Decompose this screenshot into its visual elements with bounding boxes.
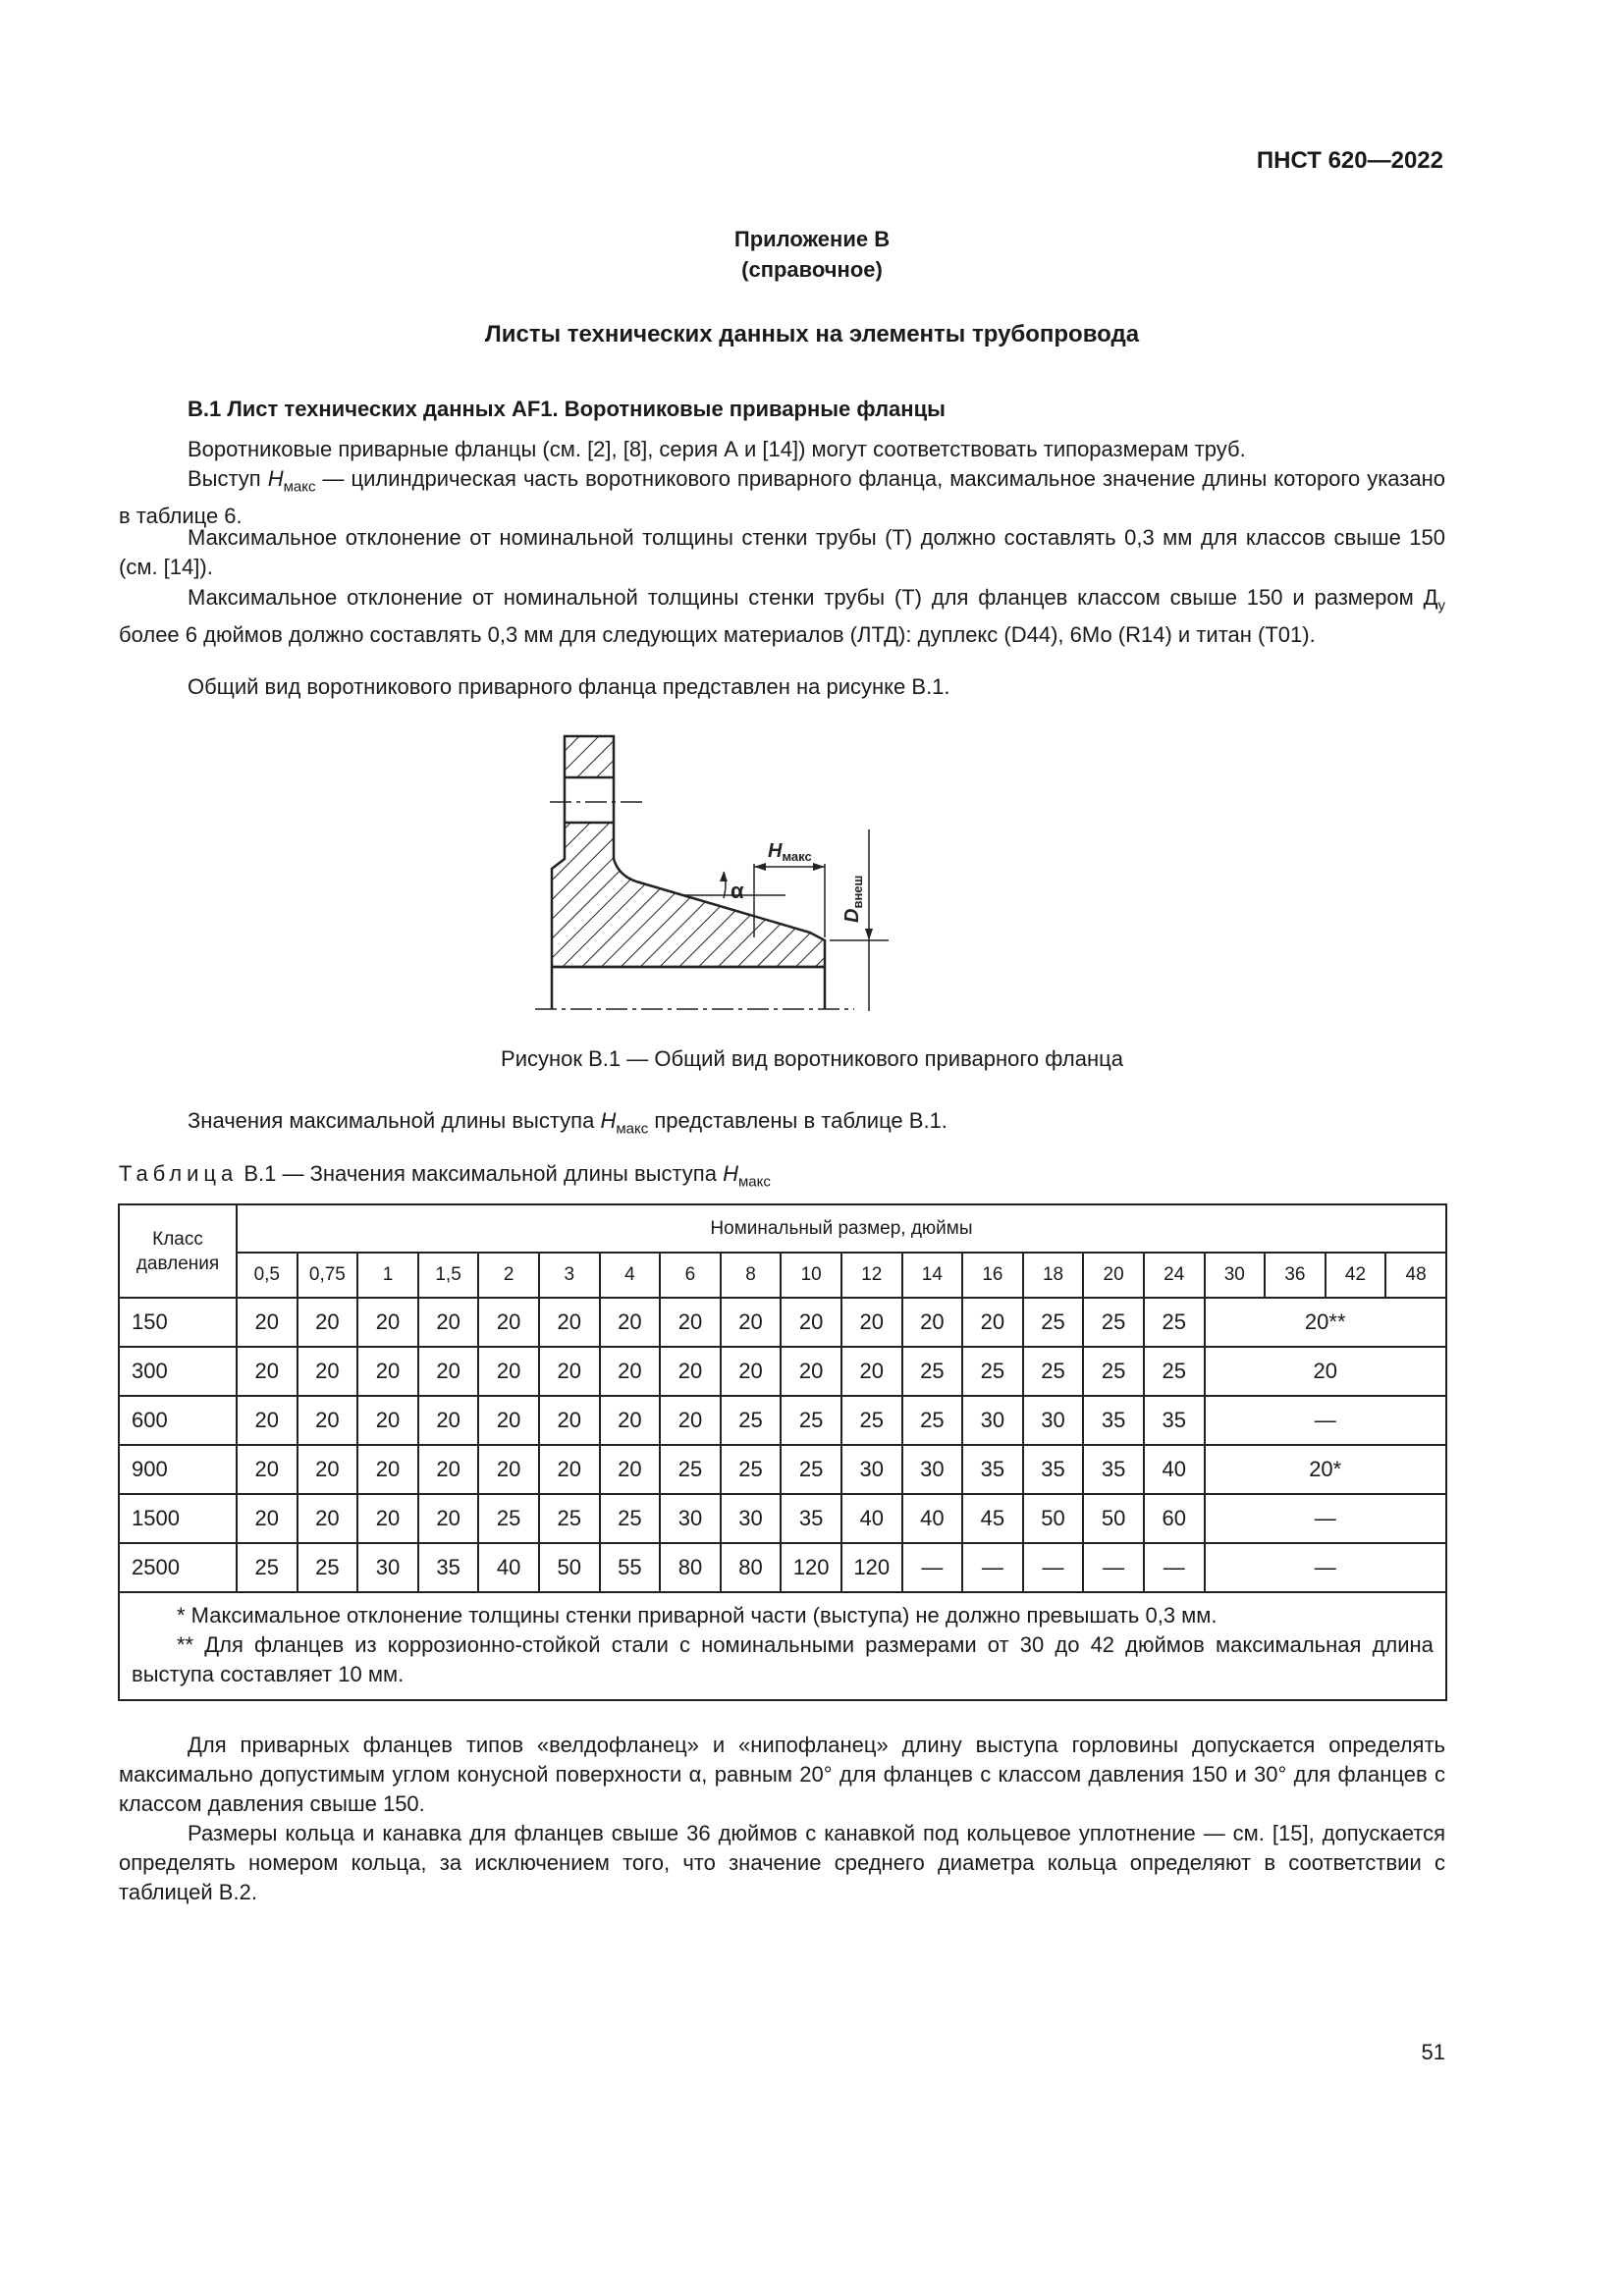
value-cell: 20: [237, 1396, 298, 1445]
size-header-cell: 16: [962, 1253, 1023, 1298]
pressure-class-cell: 1500: [119, 1494, 237, 1543]
value-cell: 20: [418, 1298, 479, 1347]
h-max-label: $H_{макс}$: [768, 840, 812, 864]
value-cell: 35: [418, 1543, 479, 1592]
d-ext-label: $D_{внеш}$: [841, 875, 865, 923]
appendix-title: Приложение В: [733, 227, 891, 251]
size-header-cell: 6: [660, 1253, 721, 1298]
value-cell: 50: [1023, 1494, 1084, 1543]
value-cell: —: [962, 1543, 1023, 1592]
value-cell: —: [902, 1543, 963, 1592]
figure-caption: Рисунок В.1 — Общий вид воротникового приварного фланца: [501, 1046, 1123, 1071]
value-cell: 35: [1023, 1445, 1084, 1494]
paragraph-4: Максимальное отклонение от номинальной толщины стенки трубы (Т) для фланцев классом свыше 150 и размером $Д_у$ более 6 дюймов должно составлять 0,3 мм для следующих материалов (ЛТД): дуплекс (D44), 6Мо (R14) и титан (Т01).: [119, 585, 1445, 648]
value-cell: 25: [1023, 1298, 1084, 1347]
pressure-class-cell: 900: [119, 1445, 237, 1494]
value-cell: —: [1144, 1543, 1205, 1592]
size-header-cell: 12: [841, 1253, 902, 1298]
flange-drawing: [530, 726, 992, 1021]
size-header-cell: 1: [357, 1253, 418, 1298]
value-cell: 40: [1144, 1445, 1205, 1494]
max-length-table: [118, 1203, 1447, 1701]
value-cell: 20: [660, 1396, 721, 1445]
merged-value-cell: —: [1205, 1543, 1446, 1592]
value-cell: 25: [660, 1445, 721, 1494]
size-header-cell: 0,75: [298, 1253, 358, 1298]
value-cell: 25: [962, 1347, 1023, 1396]
alpha-label: α: [731, 879, 744, 903]
value-cell: 20: [841, 1347, 902, 1396]
value-cell: 20: [478, 1298, 539, 1347]
value-cell: 20: [600, 1445, 661, 1494]
value-cell: 25: [721, 1445, 782, 1494]
flange-top-section: [565, 736, 614, 777]
size-header-cell: 24: [1144, 1253, 1205, 1298]
value-cell: 25: [478, 1494, 539, 1543]
value-cell: 35: [1144, 1396, 1205, 1445]
value-cell: 20: [478, 1347, 539, 1396]
value-cell: 30: [841, 1445, 902, 1494]
size-header-cell: 4: [600, 1253, 661, 1298]
nominal-size-header: Номинальный размер, дюймы: [237, 1204, 1446, 1253]
value-cell: 20: [660, 1298, 721, 1347]
value-cell: 20: [418, 1396, 479, 1445]
merged-value-cell: —: [1205, 1396, 1446, 1445]
value-cell: 20: [298, 1347, 358, 1396]
page-number: 51: [1421, 2040, 1445, 2064]
value-cell: 120: [841, 1543, 902, 1592]
value-cell: 80: [721, 1543, 782, 1592]
value-cell: 45: [962, 1494, 1023, 1543]
value-cell: 20: [357, 1347, 418, 1396]
value-cell: 30: [660, 1494, 721, 1543]
value-cell: 25: [298, 1543, 358, 1592]
value-cell: 35: [962, 1445, 1023, 1494]
value-cell: 20: [418, 1347, 479, 1396]
value-cell: 25: [1023, 1347, 1084, 1396]
value-cell: 20: [237, 1347, 298, 1396]
paragraph-8: Размеры кольца и канавка для фланцев свыше 36 дюймов с канавкой под кольцевое уплотнение — см. [15], допускается определять номером кольца, за исключением того, что значение среднего диаметра кольца определяют в соответствии с таблицей В.2.: [119, 1821, 1445, 1904]
value-cell: 80: [660, 1543, 721, 1592]
value-cell: 60: [1144, 1494, 1205, 1543]
value-cell: 20: [237, 1298, 298, 1347]
paragraph-6: Значения максимальной длины выступа $H_{макс}$ представлены в таблице В.1.: [188, 1108, 947, 1138]
paragraph-3: Максимальное отклонение от номинальной толщины стенки трубы (Т) должно составлять 0,3 мм для классов свыше 150 (см. [14]).: [119, 525, 1445, 579]
table-caption: Таблица В.1 — Значения максимальной длины выступа $H_{макс}$: [119, 1161, 771, 1191]
table-row: [119, 1347, 1446, 1396]
paragraph-1: Воротниковые приварные фланцы (см. [2], [8], серия А и [14]) могут соответствовать типоразмерам труб.: [188, 437, 1246, 461]
paragraph-7: Для приварных фланцев типов «велдофланец» и «нипофланец» длину выступа горловины допускается определять максимально допустимым углом конусной поверхности α, равным 20° для фланцев с классом давления 150 и 30° для фланцев с классом давления свыше 150.: [119, 1733, 1445, 1816]
main-title: Листы технических данных на элементы трубопровода: [484, 321, 1140, 347]
value-cell: 20: [478, 1396, 539, 1445]
value-cell: 30: [1023, 1396, 1084, 1445]
value-cell: 25: [237, 1543, 298, 1592]
merged-value-cell: 20: [1205, 1347, 1446, 1396]
value-cell: 30: [357, 1543, 418, 1592]
paragraph-2: Выступ $H_{макс}$ — цилиндрическая часть воротникового приварного фланца, максимальное значение длины которого указано в таблице 6.: [119, 466, 1445, 529]
value-cell: 35: [1083, 1445, 1144, 1494]
value-cell: 20: [357, 1396, 418, 1445]
value-cell: 25: [721, 1396, 782, 1445]
value-cell: 55: [600, 1543, 661, 1592]
value-cell: 50: [539, 1543, 600, 1592]
document-code: ПНСТ 620—2022: [1256, 147, 1443, 174]
value-cell: 30: [721, 1494, 782, 1543]
merged-value-cell: 20*: [1205, 1445, 1446, 1494]
value-cell: 50: [1083, 1494, 1144, 1543]
pressure-class-cell: 600: [119, 1396, 237, 1445]
value-cell: 20: [781, 1298, 841, 1347]
size-header-cell: 3: [539, 1253, 600, 1298]
value-cell: 20: [237, 1445, 298, 1494]
value-cell: 25: [539, 1494, 600, 1543]
value-cell: 20: [781, 1347, 841, 1396]
size-header-cell: 10: [781, 1253, 841, 1298]
value-cell: 25: [902, 1347, 963, 1396]
size-header-cell: 36: [1265, 1253, 1326, 1298]
value-cell: 20: [539, 1298, 600, 1347]
value-cell: 20: [721, 1298, 782, 1347]
size-header-cell: 8: [721, 1253, 782, 1298]
value-cell: 20: [298, 1396, 358, 1445]
merged-value-cell: —: [1205, 1494, 1446, 1543]
value-cell: 20: [237, 1494, 298, 1543]
value-cell: 25: [781, 1396, 841, 1445]
value-cell: 40: [902, 1494, 963, 1543]
table-note-2: ** Для фланцев из коррозионно-стойкой стали с номинальными размерами от 30 до 42 дюймов максимальная длина выступа составляет 10 мм.: [132, 1632, 1434, 1686]
value-cell: 20: [539, 1396, 600, 1445]
size-header-cell: 2: [478, 1253, 539, 1298]
value-cell: 20: [357, 1298, 418, 1347]
value-cell: 20: [418, 1494, 479, 1543]
value-cell: 20: [721, 1347, 782, 1396]
value-cell: 30: [962, 1396, 1023, 1445]
value-cell: 20: [357, 1445, 418, 1494]
value-cell: 35: [781, 1494, 841, 1543]
table-row: [119, 1445, 1446, 1494]
notes-row: [119, 1592, 1446, 1700]
value-cell: 20: [539, 1445, 600, 1494]
value-cell: 40: [841, 1494, 902, 1543]
value-cell: 25: [600, 1494, 661, 1543]
table-row: [119, 1396, 1446, 1445]
value-cell: 20: [600, 1396, 661, 1445]
value-cell: 20: [539, 1347, 600, 1396]
value-cell: 25: [841, 1396, 902, 1445]
table-note-1: * Максимальное отклонение толщины стенки приварной части (выступа) не должно превышать 0,3 мм.: [177, 1603, 1218, 1628]
pressure-class-cell: 300: [119, 1347, 237, 1396]
size-header-cell: 18: [1023, 1253, 1084, 1298]
value-cell: 20: [298, 1494, 358, 1543]
pressure-class-cell: 150: [119, 1298, 237, 1347]
value-cell: 20: [660, 1347, 721, 1396]
value-cell: 20: [418, 1445, 479, 1494]
value-cell: 25: [1083, 1347, 1144, 1396]
value-cell: 25: [1083, 1298, 1144, 1347]
table-row: [119, 1543, 1446, 1592]
value-cell: 25: [1144, 1298, 1205, 1347]
table-row: [119, 1298, 1446, 1347]
value-cell: 25: [902, 1396, 963, 1445]
value-cell: 20: [841, 1298, 902, 1347]
value-cell: 20: [962, 1298, 1023, 1347]
table-notes: [119, 1592, 1446, 1700]
size-header-cell: 48: [1385, 1253, 1446, 1298]
pressure-class-header: Класс давления: [119, 1204, 237, 1298]
value-cell: 20: [357, 1494, 418, 1543]
value-cell: 25: [781, 1445, 841, 1494]
section-heading: В.1 Лист технических данных AF1. Воротниковые приварные фланцы: [188, 397, 946, 421]
size-header-cell: 14: [902, 1253, 963, 1298]
table-row: [119, 1494, 1446, 1543]
value-cell: 20: [478, 1445, 539, 1494]
value-cell: 20: [600, 1347, 661, 1396]
size-header-cell: 42: [1326, 1253, 1386, 1298]
value-cell: 40: [478, 1543, 539, 1592]
value-cell: 30: [902, 1445, 963, 1494]
value-cell: —: [1023, 1543, 1084, 1592]
appendix-type: (справочное): [741, 257, 883, 282]
value-cell: 20: [298, 1298, 358, 1347]
value-cell: 35: [1083, 1396, 1144, 1445]
value-cell: 20: [298, 1445, 358, 1494]
size-header-cell: 1,5: [418, 1253, 479, 1298]
size-header-cell: 20: [1083, 1253, 1144, 1298]
value-cell: 25: [1144, 1347, 1205, 1396]
value-cell: 20: [902, 1298, 963, 1347]
value-cell: 20: [600, 1298, 661, 1347]
paragraph-5: Общий вид воротникового приварного фланца представлен на рисунке В.1.: [188, 674, 950, 699]
pressure-class-cell: 2500: [119, 1543, 237, 1592]
merged-value-cell: 20**: [1205, 1298, 1446, 1347]
value-cell: —: [1083, 1543, 1144, 1592]
value-cell: 120: [781, 1543, 841, 1592]
size-header-cell: 30: [1205, 1253, 1266, 1298]
size-header-cell: 0,5: [237, 1253, 298, 1298]
